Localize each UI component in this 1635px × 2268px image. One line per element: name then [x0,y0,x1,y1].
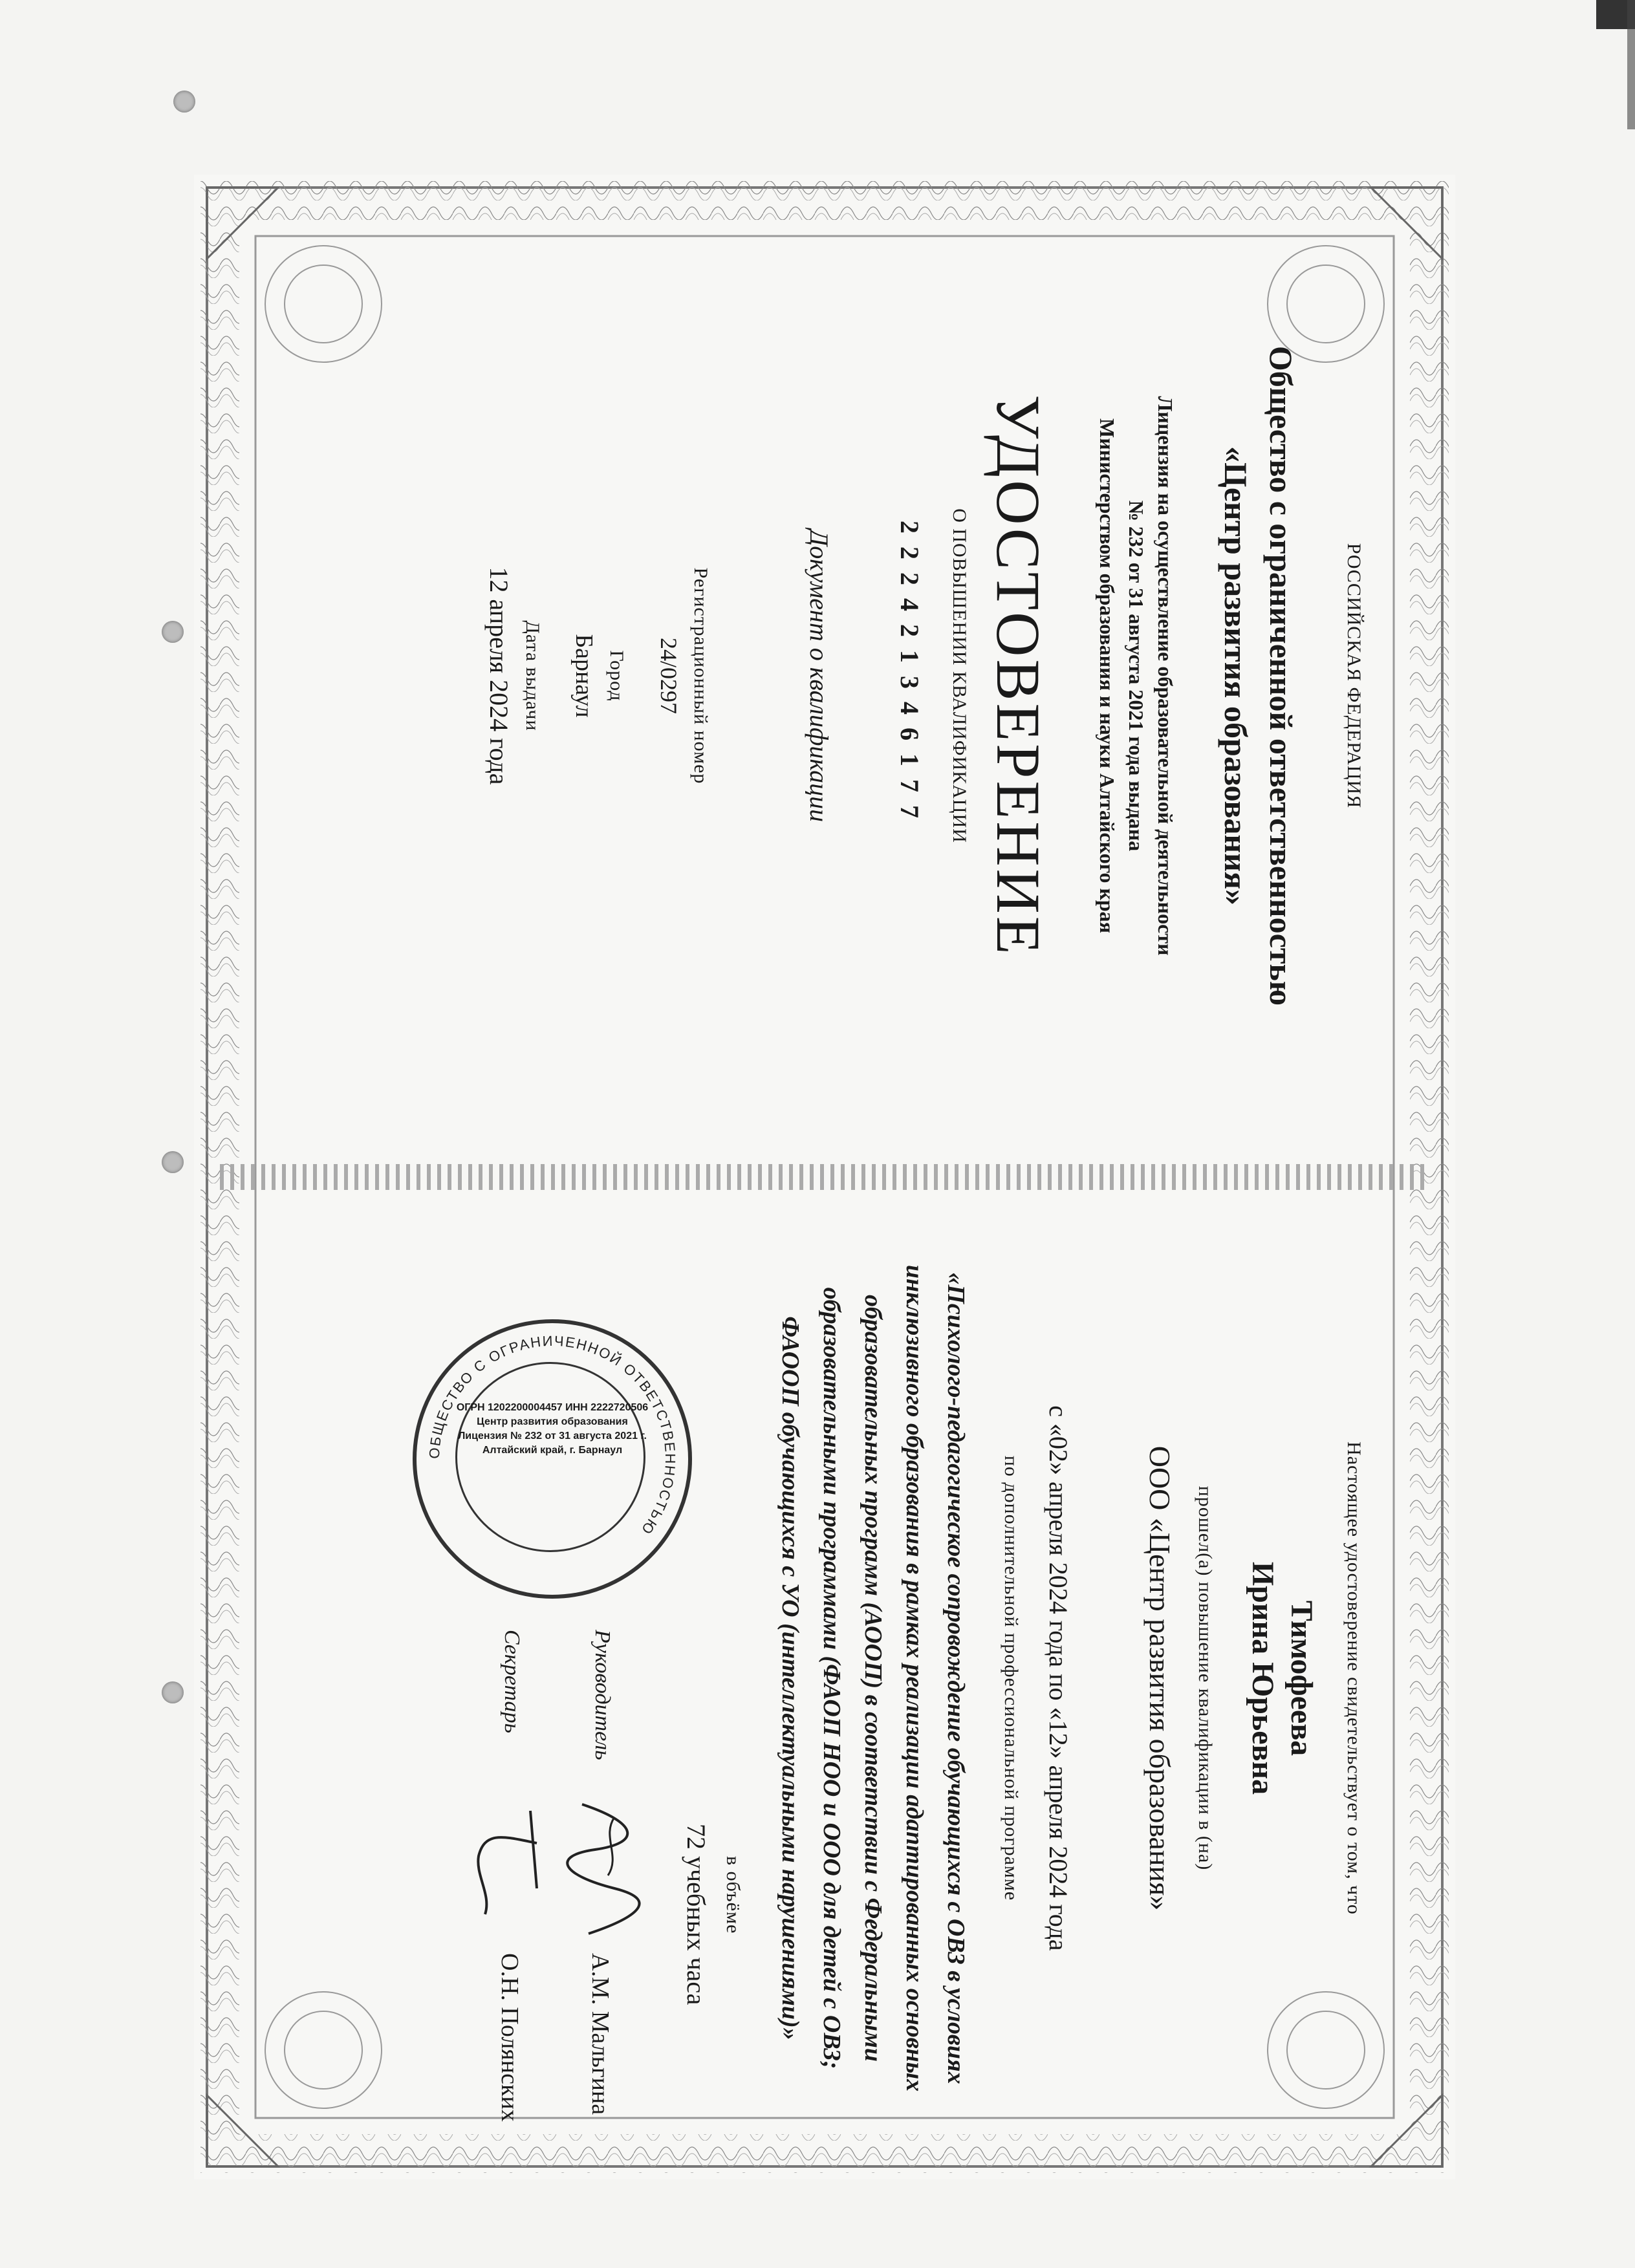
program-line: образовательных программ (АООП) в соответствии с Федеральными [860,1294,887,2062]
passed-text: прошел(а) повышение квалификации в (на) [1195,1485,1216,1871]
volume-label: в объёме [722,1856,744,1934]
org-name-line1: Общество с ограниченной ответственностью [1263,345,1299,1006]
program-line: инклюзивного образования в рамках реализации адаптированных основных [901,1264,928,2092]
reg-number-label: Регистрационный номер [690,567,711,784]
license-line3: Министерством образования и науки Алтайского края [1096,418,1119,933]
training-period: с «02» апреля 2024 года по «12» апреля 2024 года [1044,1405,1073,1951]
stamp-outer-text-path: ОБЩЕСТВО С ОГРАНИЧЕННОЙ ОТВЕТСТВЕННОСТЬЮ [426,1332,679,1539]
program-line: ФАООП обучающихся с УО (интеллектуальными нарушениями)» [777,1316,804,2040]
holder-surname: Тимофеева [1284,1600,1319,1756]
right-page [194,1177,1455,2179]
license-line2: № 232 от 31 августа 2021 года выдана [1125,500,1148,852]
head-signature [556,1798,653,1940]
left-page [194,175,1455,1177]
punch-hole [162,1681,184,1703]
issue-date-label: Дата выдачи [522,620,543,731]
city-label: Город [606,650,627,702]
document-subtitle: О ПОВЫШЕНИИ КВАЛИФИКАЦИИ [949,508,970,843]
punch-hole [173,91,195,113]
org-name-line2: «Центр развития образования» [1218,446,1254,906]
city: Барнаул [570,634,598,718]
program-label: по дополнительной профессиональной программе [1001,1455,1022,1901]
head-name: А.М. Мальгина [587,1953,614,2115]
document-title: УДОСТОВЕРЕНИЕ [984,394,1053,957]
certificate-sheet [194,175,1455,2179]
country-label: РОССИЙСКАЯ ФЕДЕРАЦИЯ [1343,543,1365,809]
scan-edge-shadow [1627,0,1635,129]
head-label: Руководитель [590,1630,614,1760]
intro-text: Настоящее удостоверение свидетельствует о том, что [1343,1442,1365,1915]
document-number: 222421346177 [895,521,924,831]
reg-number: 24/0297 [656,637,682,714]
official-stamp [413,1319,692,1599]
document-type: Документ о квалификации [805,529,834,823]
program-title [770,1203,977,2154]
certificate-content [194,175,1455,2179]
holder-given-names: Ирина Юрьевна [1246,1561,1280,1795]
program-line: образовательными программами (ФАОП НОО и ООО для детей с ОВЗ; [818,1287,845,2069]
punch-hole [162,1151,184,1173]
stamp-center [417,1401,688,1458]
stamp-ogrn: ОГРН 1202200004457 ИНН 2222720506 [456,1402,649,1413]
volume-hours: 72 учебных часа [682,1824,711,2005]
stamp-region: Алтайский край, г. Барнаул [482,1445,623,1456]
stamp-center-text: Центр развития образования [477,1416,628,1427]
secretary-signature [466,1798,556,1927]
stamp-license: Лицензия № 232 от 31 августа 2021 г. [458,1431,647,1442]
issue-date: 12 апреля 2024 года [484,567,514,785]
secretary-label: Секретарь [500,1630,524,1733]
punch-hole [162,621,184,643]
program-line: «Психолого-педагогическое сопровождение обучающихся с ОВЗ в условиях [942,1272,969,2084]
training-org: ООО «Центр развития образования» [1143,1445,1176,1911]
license-line1: Лицензия на осуществление образовательной деятельности [1154,396,1177,956]
secretary-name: О.Н. Полянских [496,1953,523,2122]
